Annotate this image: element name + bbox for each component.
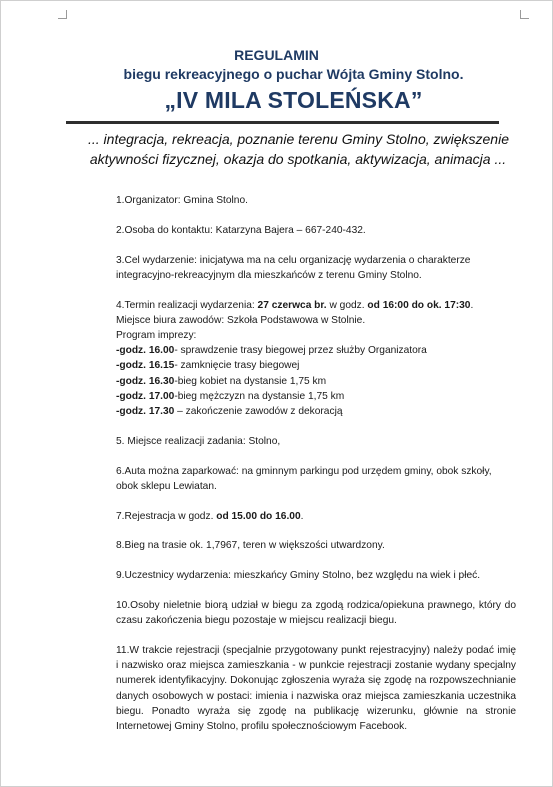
regulation-body (116, 193, 516, 749)
program-text: – zakończenie zawodów z dekoracją (174, 406, 343, 418)
program-item (116, 358, 516, 373)
program-time: -godz. 16.30 (116, 375, 175, 387)
s7-prefix: 7.Rejestracja w godz. (116, 510, 217, 522)
s4-mid: w godz. (326, 299, 368, 311)
section-8: 8.Bieg na trasie ok. 1,7967, teren w większości utwardzony. (116, 540, 385, 552)
section-5: 5. Miejsce realizacji zadania: Stolno, (116, 435, 281, 447)
s4-prefix: 4.Termin realizacji wydarzenia: (116, 299, 258, 311)
program-text: - zamknięcie trasy biegowej (174, 360, 300, 372)
program-time: -godz. 17.30 (116, 406, 175, 418)
section-2: 2.Osoba do kontaktu: Katarzyna Bajera – 667-240-432. (116, 224, 366, 236)
section-7 (116, 509, 516, 524)
s6-line-2: obok sklepu Lewiatan. (116, 480, 217, 492)
document-title: REGULAMIN (234, 47, 319, 63)
s4-time: od 16:00 do ok. 17:30 (367, 299, 471, 311)
intro-line-2: aktywności fizycznej, okazja do spotkania, aktywizacja, animacja ... (89, 151, 507, 167)
s4-program-label: Program imprezy: (116, 330, 197, 341)
s6-line-1: 6.Auta można zaparkować: na gminnym parkingu pod urzędem gminy, obok szkoły, (116, 465, 492, 477)
crop-mark-top-left (58, 10, 67, 19)
program-time: -godz. 16.00 (116, 345, 175, 357)
program-item (116, 343, 516, 358)
intro-text (88, 129, 508, 169)
program-item (116, 404, 516, 419)
program-item (116, 389, 516, 404)
section-3: 3.Cel wydarzenie: inicjatywa ma na celu organizację wydarzenia o charakterze integracyjno-rekreacyjnym dla mieszkańców z terenu Gminy Stolno. (116, 254, 471, 281)
title-divider (66, 121, 499, 124)
program-item (116, 374, 516, 389)
program-text: - sprawdzenie trasy biegowej przez służby Organizatora (174, 345, 427, 357)
s4-date: 27 czerwca br. (257, 299, 327, 311)
s4-office: Miejsce biura zawodów: Szkoła Podstawowa w Stolnie. (116, 314, 366, 326)
section-11: 11.W trakcie rejestracji (specjalnie przygotowany punkt rejestracyjny) należy podać imię i nazwisko oraz miejsca zamieszkania - w punkcie rejestracji zostanie wydany specjalny numerek identyfikacyjny. Dokonując zgłoszenia wyraża się zgodę na rozpowszechnianie danych osobowych w postaci: imienia i nazwiska oraz miejsca zamieszkania uczestnika biegu. Ponadto wyraża się zgodę na publikację wizerunku, głównie na stronie Internetowej Gminy Stolno, profilu społecznościowym Facebook. (116, 645, 516, 733)
section-9: 9.Uczestnicy wydarzenia: mieszkańcy Gminy Stolno, bez względu na wiek i płeć. (116, 570, 481, 582)
program-text: -bieg kobiet na dystansie 1,75 km (174, 375, 327, 387)
event-name: „IV MILA STOLEŃSKA” (164, 87, 423, 113)
document-subtitle: biegu rekreacyjnego o puchar Wójta Gminy Stolno. (123, 66, 464, 82)
section-6 (116, 464, 516, 494)
s7-hours: od 15.00 do 16.00 (216, 510, 301, 522)
program-text: -bieg mężczyzn na dystansie 1,75 km (174, 390, 345, 402)
section-4 (116, 298, 516, 420)
s7-end: . (300, 510, 304, 522)
crop-mark-top-right (520, 10, 529, 19)
program-time: -godz. 17.00 (116, 390, 175, 402)
intro-line-1: ... integracja, rekreacja, poznanie terenu Gminy Stolno, zwiększenie (88, 131, 509, 147)
program-time: -godz. 16.15 (116, 360, 175, 372)
section-1: 1.Organizator: Gmina Stolno. (116, 195, 248, 206)
section-10: 10.Osoby nieletnie biorą udział w biegu za zgodą rodzica/opiekuna prawnego, który do czasu zakończenia biegu pozostaje w miejscu realizacji biegu. (116, 600, 516, 627)
s4-end: . (470, 299, 474, 311)
